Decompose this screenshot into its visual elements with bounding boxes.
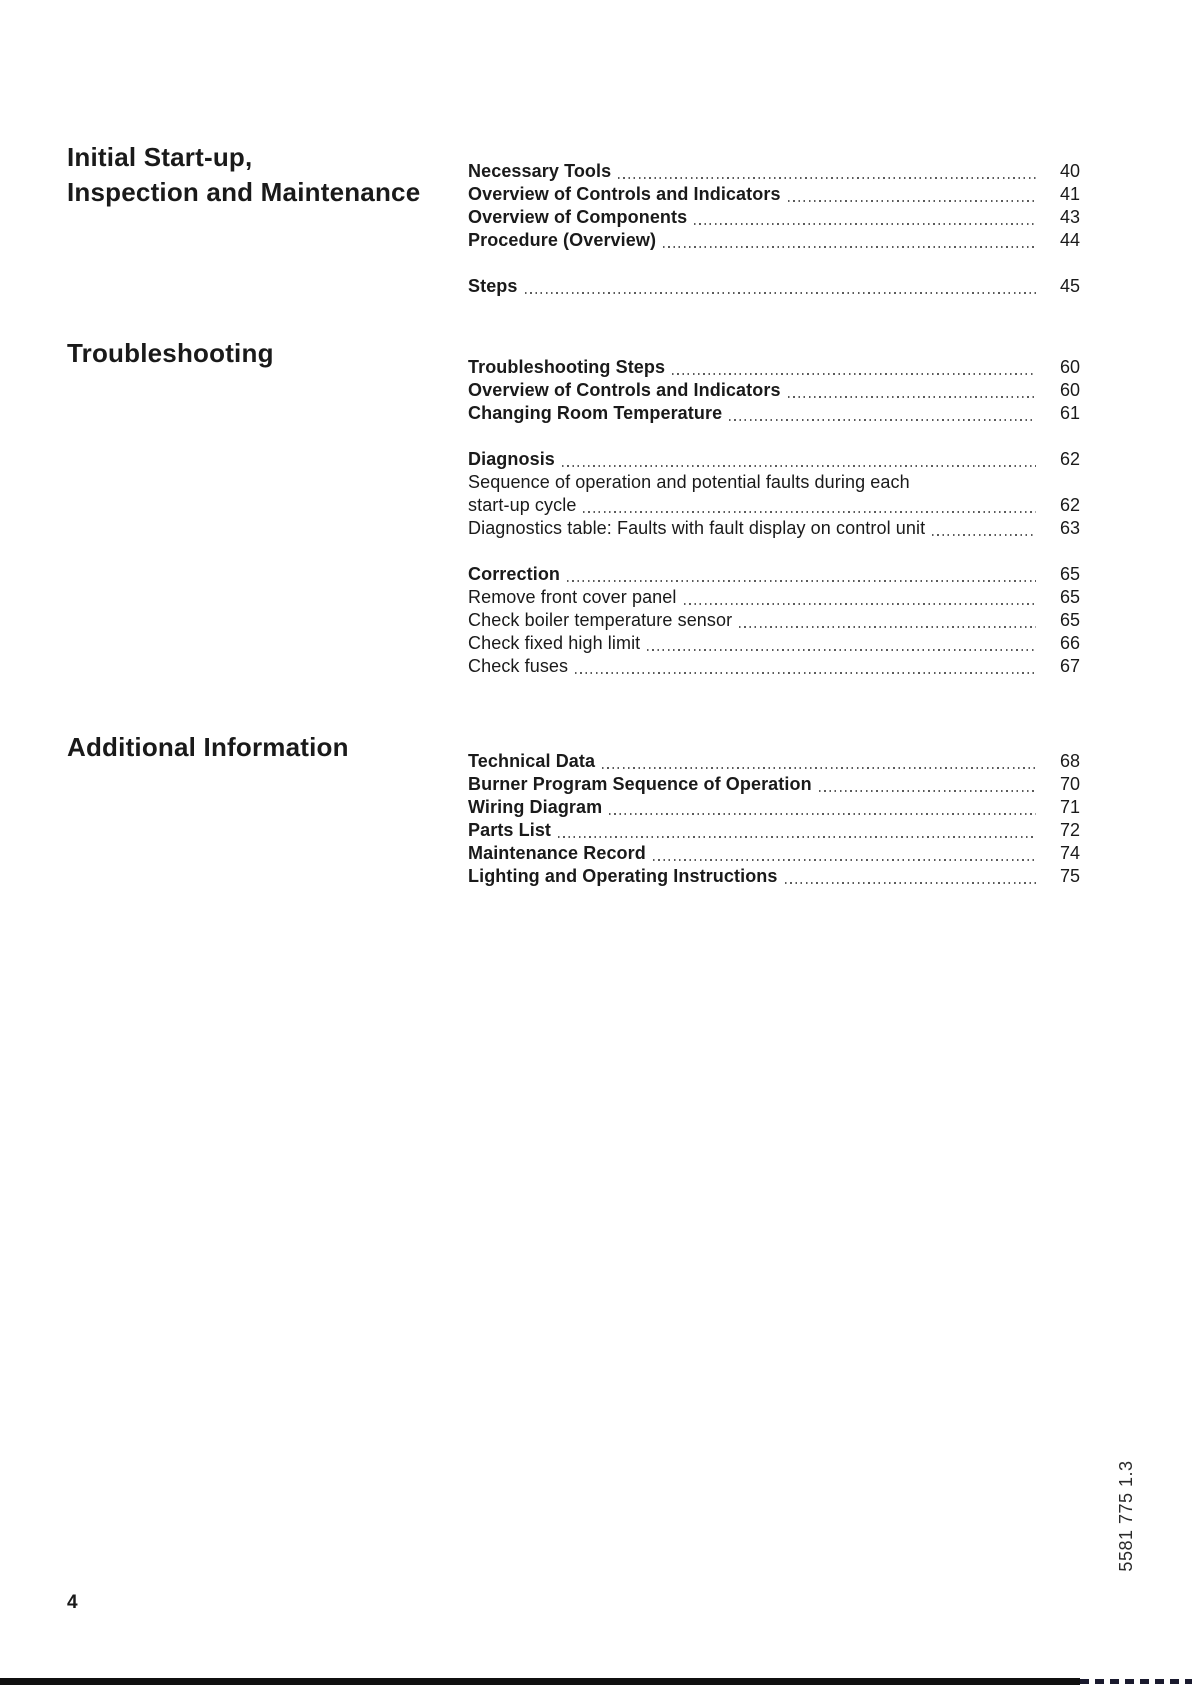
- entry-page-number: 68: [1059, 751, 1080, 771]
- entry-page-number: 45: [1059, 276, 1080, 296]
- bottom-print-bar-dashes: [1080, 1679, 1192, 1684]
- dot-leader: [558, 836, 1036, 838]
- dot-leader: [684, 603, 1036, 605]
- entry-page-number: 60: [1059, 380, 1080, 400]
- entry-label: Parts List: [468, 820, 552, 840]
- entry-page-number: 65: [1059, 587, 1080, 607]
- section-entries: [468, 140, 1080, 298]
- toc-entry: [468, 206, 1080, 229]
- entry-page-number: 61: [1059, 403, 1080, 423]
- toc-entry: [468, 229, 1080, 252]
- dot-leader: [788, 396, 1036, 398]
- entry-label: Overview of Controls and Indicators: [468, 184, 781, 204]
- entry-label: Procedure (Overview): [468, 230, 657, 250]
- entry-label: Diagnostics table: Faults with fault display on control unit: [468, 518, 926, 538]
- entry-label: Lighting and Operating Instructions: [468, 866, 778, 886]
- toc-entry: [468, 773, 1080, 796]
- entry-page-number: 40: [1059, 161, 1080, 181]
- entry-label: Necessary Tools: [468, 161, 612, 181]
- entry-label: Check boiler temperature sensor: [468, 610, 733, 630]
- section-entries: [468, 730, 1080, 888]
- dot-leader: [562, 465, 1036, 467]
- entry-page-number: 65: [1059, 610, 1080, 630]
- entry-group: [468, 563, 1080, 678]
- dot-leader: [739, 626, 1036, 628]
- page-number: 4: [67, 1592, 78, 1613]
- entry-label: Changing Room Temperature: [468, 403, 723, 423]
- entry-page-number: 72: [1059, 820, 1080, 840]
- toc-entry: [468, 402, 1080, 425]
- toc-entry: [468, 609, 1080, 632]
- dot-leader: [788, 200, 1036, 202]
- toc-entry: [468, 183, 1080, 206]
- entry-page-number: 66: [1059, 633, 1080, 653]
- dot-leader: [819, 790, 1036, 792]
- toc-entry: [468, 494, 1080, 517]
- entry-label: Diagnosis: [468, 449, 555, 469]
- entry-page-number: 75: [1059, 866, 1080, 886]
- section-heading: [67, 730, 468, 888]
- entry-label: Overview of Controls and Indicators: [468, 380, 781, 400]
- section-heading: [67, 140, 468, 298]
- entry-label: Burner Program Sequence of Operation: [468, 774, 812, 794]
- entry-group: [468, 448, 1080, 540]
- dot-leader: [694, 223, 1036, 225]
- toc-section: [67, 336, 1080, 678]
- entry-page-number: 43: [1059, 207, 1080, 227]
- entry-label: start-up cycle: [468, 495, 577, 515]
- entry-label: Check fixed high limit: [468, 633, 641, 653]
- entry-page-number: 44: [1059, 230, 1080, 250]
- toc-entry: [468, 448, 1080, 471]
- entry-label: Correction: [468, 564, 561, 584]
- entry-label: Troubleshooting Steps: [468, 357, 666, 377]
- toc-entry: [468, 842, 1080, 865]
- toc-entry: [468, 471, 1080, 494]
- dot-leader: [618, 177, 1036, 179]
- toc-entry: [468, 275, 1080, 298]
- entry-label: Sequence of operation and potential faults during each: [468, 472, 910, 492]
- toc-entry: [468, 632, 1080, 655]
- entry-page-number: 65: [1059, 564, 1080, 584]
- toc-entry: [468, 796, 1080, 819]
- toc-entry: [468, 586, 1080, 609]
- toc-entry: [468, 517, 1080, 540]
- entry-group: [468, 750, 1080, 888]
- section-heading-line: Additional Information: [67, 732, 349, 762]
- bottom-print-bar: [0, 1678, 1080, 1685]
- toc-entry: [468, 356, 1080, 379]
- entry-label: Steps: [468, 276, 518, 296]
- entry-group: [468, 356, 1080, 425]
- toc-section: [67, 730, 1080, 888]
- entry-page-number: 62: [1059, 495, 1080, 515]
- document-code: 5581 775 1.3: [1116, 1460, 1136, 1572]
- entry-label: Wiring Diagram: [468, 797, 603, 817]
- dot-leader: [932, 534, 1036, 536]
- dot-leader: [729, 419, 1036, 421]
- section-entries: [468, 336, 1080, 678]
- entry-label: Check fuses: [468, 656, 569, 676]
- toc-entry: [468, 160, 1080, 183]
- dot-leader: [663, 246, 1036, 248]
- section-heading-line: Inspection and Maintenance: [67, 177, 421, 207]
- section-heading-line: Troubleshooting: [67, 338, 274, 368]
- toc-entry: [468, 379, 1080, 402]
- dot-leader: [602, 767, 1036, 769]
- entry-page-number: 60: [1059, 357, 1080, 377]
- toc-entry: [468, 563, 1080, 586]
- toc-entry: [468, 865, 1080, 888]
- dot-leader: [653, 859, 1036, 861]
- dot-leader: [785, 882, 1037, 884]
- entry-page-number: 63: [1059, 518, 1080, 538]
- entry-label: Remove front cover panel: [468, 587, 677, 607]
- entry-page-number: 70: [1059, 774, 1080, 794]
- section-heading: [67, 336, 468, 678]
- entry-label: Maintenance Record: [468, 843, 646, 863]
- toc-section: [67, 140, 1080, 298]
- toc-entry: [468, 655, 1080, 678]
- entry-page-number: 74: [1059, 843, 1080, 863]
- toc-entry: [468, 819, 1080, 842]
- entry-label: Technical Data: [468, 751, 596, 771]
- entry-group: [468, 275, 1080, 298]
- entry-page-number: 62: [1059, 449, 1080, 469]
- entry-page-number: 71: [1059, 797, 1080, 817]
- toc-content: [67, 140, 1080, 888]
- section-heading-line: Initial Start-up,: [67, 142, 253, 172]
- entry-page-number: 41: [1059, 184, 1080, 204]
- dot-leader: [525, 292, 1036, 294]
- toc-entry: [468, 750, 1080, 773]
- dot-leader: [575, 672, 1036, 674]
- entry-group: [468, 160, 1080, 252]
- dot-leader: [583, 511, 1036, 513]
- dot-leader: [567, 580, 1036, 582]
- dot-leader: [672, 373, 1036, 375]
- entry-page-number: 67: [1059, 656, 1080, 676]
- dot-leader: [647, 649, 1036, 651]
- entry-label: Overview of Components: [468, 207, 688, 227]
- dot-leader: [609, 813, 1036, 815]
